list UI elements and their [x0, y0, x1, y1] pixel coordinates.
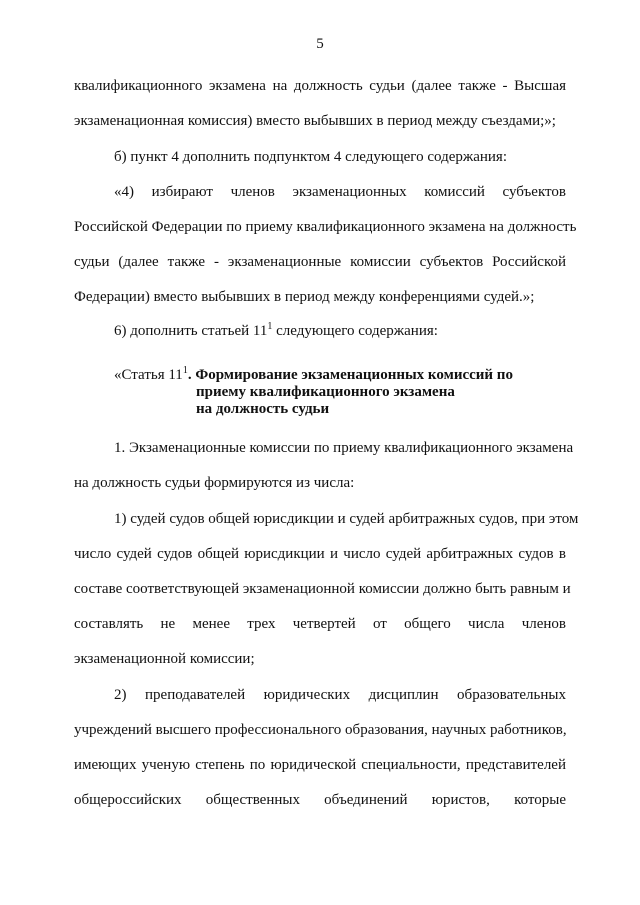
- article-prefix: «Статья 11: [114, 367, 183, 383]
- article-superscript: 1: [182, 365, 188, 376]
- superscript: 1: [267, 321, 273, 332]
- text-line: 2) преподавателей юридических дисциплин образовательных: [114, 687, 566, 703]
- text-line: [114, 321, 566, 341]
- text-line: 1. Экзаменационные комиссии по приему квалификационного экзамена: [114, 440, 574, 456]
- text-fragment: 6) дополнить статьей 11: [114, 323, 268, 339]
- text-line: учреждений высшего профессионального образования, научных работников,: [74, 722, 567, 738]
- article-title: . Формирование экзаменационных комиссий по: [187, 367, 513, 383]
- article-title-line: приему квалификационного экзамена: [196, 384, 455, 400]
- text-fragment: следующего содержания:: [276, 323, 438, 339]
- page-number: 5: [316, 36, 324, 52]
- text-line: число судей судов общей юрисдикции и число судей арбитражных судов в: [74, 546, 566, 562]
- article-title-line: на должность судьи: [196, 401, 330, 417]
- text-line: б) пункт 4 дополнить подпунктом 4 следующего содержания:: [114, 149, 507, 165]
- text-line: на должность судьи формируются из числа:: [74, 475, 355, 491]
- text-line: Российской Федерации по приему квалификационного экзамена на должность: [74, 219, 577, 235]
- text-line: составе соответствующей экзаменационной комиссии должно быть равным и: [74, 581, 571, 597]
- text-line: экзаменационная комиссия) вместо выбывших в период между съездами;»;: [74, 113, 556, 129]
- text-line: квалификационного экзамена на должность судьи (далее также - Высшая: [74, 78, 566, 94]
- text-line: Федерации) вместо выбывших в период между конференциями судей.»;: [74, 289, 535, 305]
- text-line: экзаменационной комиссии;: [74, 651, 255, 667]
- text-line: судьи (далее также - экзаменационные комиссии субъектов Российской: [74, 254, 566, 270]
- text-line: имеющих ученую степень по юридической специальности, представителей: [74, 757, 566, 773]
- text-line: общероссийских общественных объединений юристов, которые: [74, 792, 566, 808]
- article-heading: [114, 367, 513, 384]
- text-line: «4) избирают членов экзаменационных комиссий субъектов: [114, 184, 566, 200]
- text-line: 1) судей судов общей юрисдикции и судей арбитражных судов, при этом: [114, 511, 579, 527]
- text-line: составлять не менее трех четвертей от общего числа членов: [74, 616, 566, 632]
